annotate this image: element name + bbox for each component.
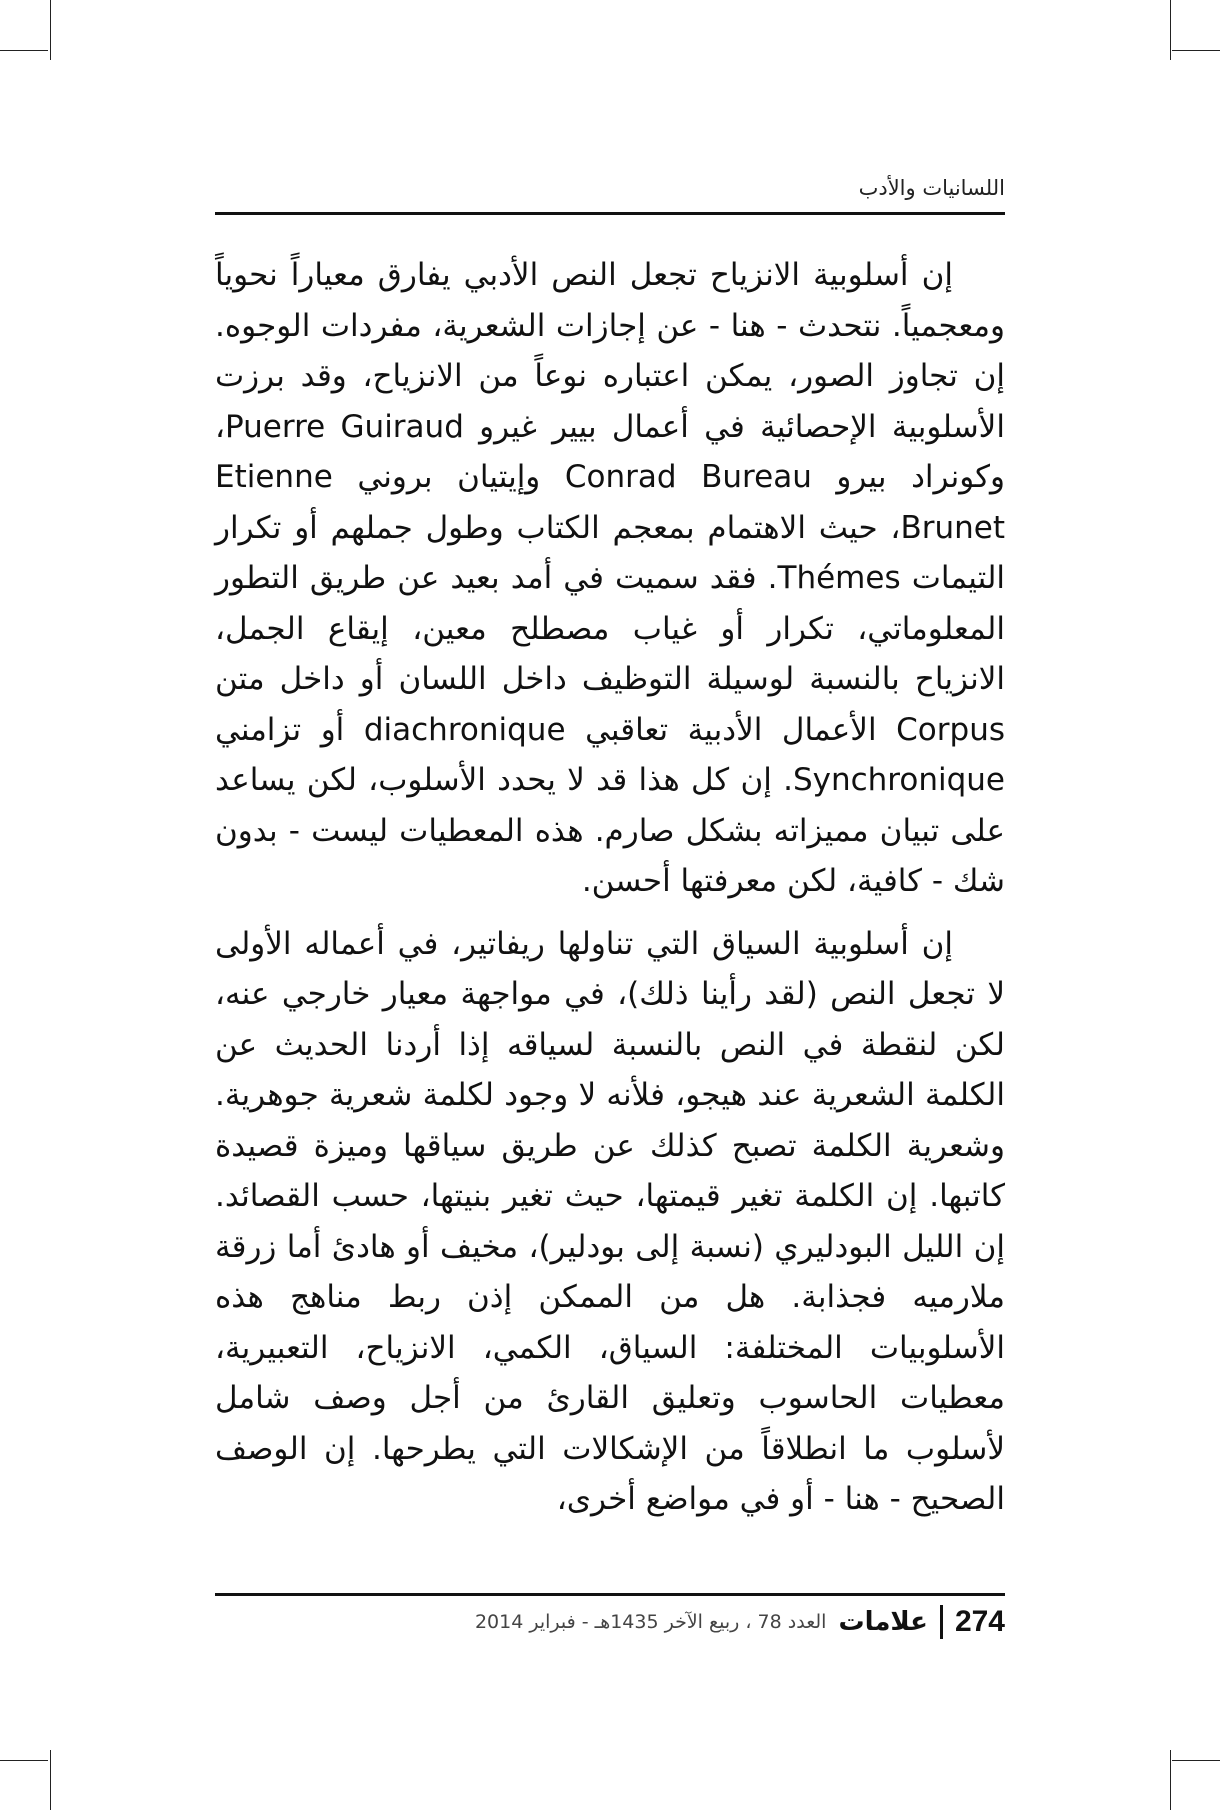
header-rule [215, 212, 1005, 215]
crop-mark [50, 0, 51, 60]
paragraph: إن أسلوبية الانزياح تجعل النص الأدبي يفارق معياراً نحوياً ومعجمياً. نتحدث - هنا - عن إجازات الشعرية، مفردات الوجوه. إن تجاوز الصور، يمكن اعتباره نوعاً من الانزياح، وقد برزت الأسلوبية الإحصائية في أعمال بيير غيرو Puerre Guiraud، وكونراد بيرو Conrad Bureau وإيتيان بروني Etienne Brunet، حيث الاهتمام بمعجم الكتاب وطول جملهم أو تكرار التيمات Thémes. فقد سميت في أمد بعيد عن طريق التطور المعلوماتي، تكرار أو غياب مصطلح معين، إيقاع الجمل، الانزياح بالنسبة لوسيلة التوظيف داخل اللسان أو داخل متن Corpus الأعمال الأدبية تعاقبي diachronique أو تزامني Synchronique. إن كل هذا قد لا يحدد الأسلوب، لكن يساعد على تبيان مميزاته بشكل صارم. هذه المعطيات ليست - بدون شك - كافية، لكن معرفتها أحسن. [215, 257, 1006, 899]
crop-mark [1170, 0, 1171, 60]
issue-info: العدد 78 ، ربيع الآخر 1435هـ - فبراير 2014 [474, 1611, 827, 1633]
footer-rule [215, 1593, 1005, 1596]
running-header: اللسانيات والأدب [858, 176, 1005, 200]
crop-mark [1170, 1750, 1171, 1810]
crop-mark [1172, 1760, 1220, 1761]
footer-separator [940, 1605, 943, 1639]
crop-mark [0, 50, 48, 51]
crop-mark [50, 1750, 51, 1810]
page-footer [215, 1600, 1005, 1644]
crop-mark [1172, 50, 1220, 51]
paragraph: إن أسلوبية السياق التي تناولها ريفاتير، في أعماله الأولى لا تجعل النص (لقد رأينا ذلك)، في مواجهة معيار خارجي عنه، لكن لنقطة في النص بالنسبة لسياقه إذا أردنا الحديث عن الكلمة الشعرية عند هيجو، فلأنه لا وجود لكلمة شعرية جوهرية. وشعرية الكلمة تصبح كذلك عن طريق سياقها وميزة قصيدة كاتبها. إن الكلمة تغير قيمتها، حيث تغير بنيتها، حسب القصائد. إن الليل البودليري (نسبة إلى بودلير)، مخيف أو هادئ أما زرقة ملارميه فجذابة. هل من الممكن إذن ربط مناهج هذه الأسلوبيات المختلفة: السياق، الكمي، الانزياح، التعبيرية، معطيات الحاسوب وتعليق القارئ من أجل وصف شامل لأسلوب ما انطلاقاً من الإشكالات التي يطرحها. إن الوصف الصحيح - هنا - أو في مواضع أخرى، [215, 925, 1005, 1517]
article-body [215, 250, 1005, 1525]
crop-mark [0, 1760, 48, 1761]
page-number: 274 [954, 1605, 1005, 1638]
journal-logo: علامات [838, 1607, 928, 1637]
